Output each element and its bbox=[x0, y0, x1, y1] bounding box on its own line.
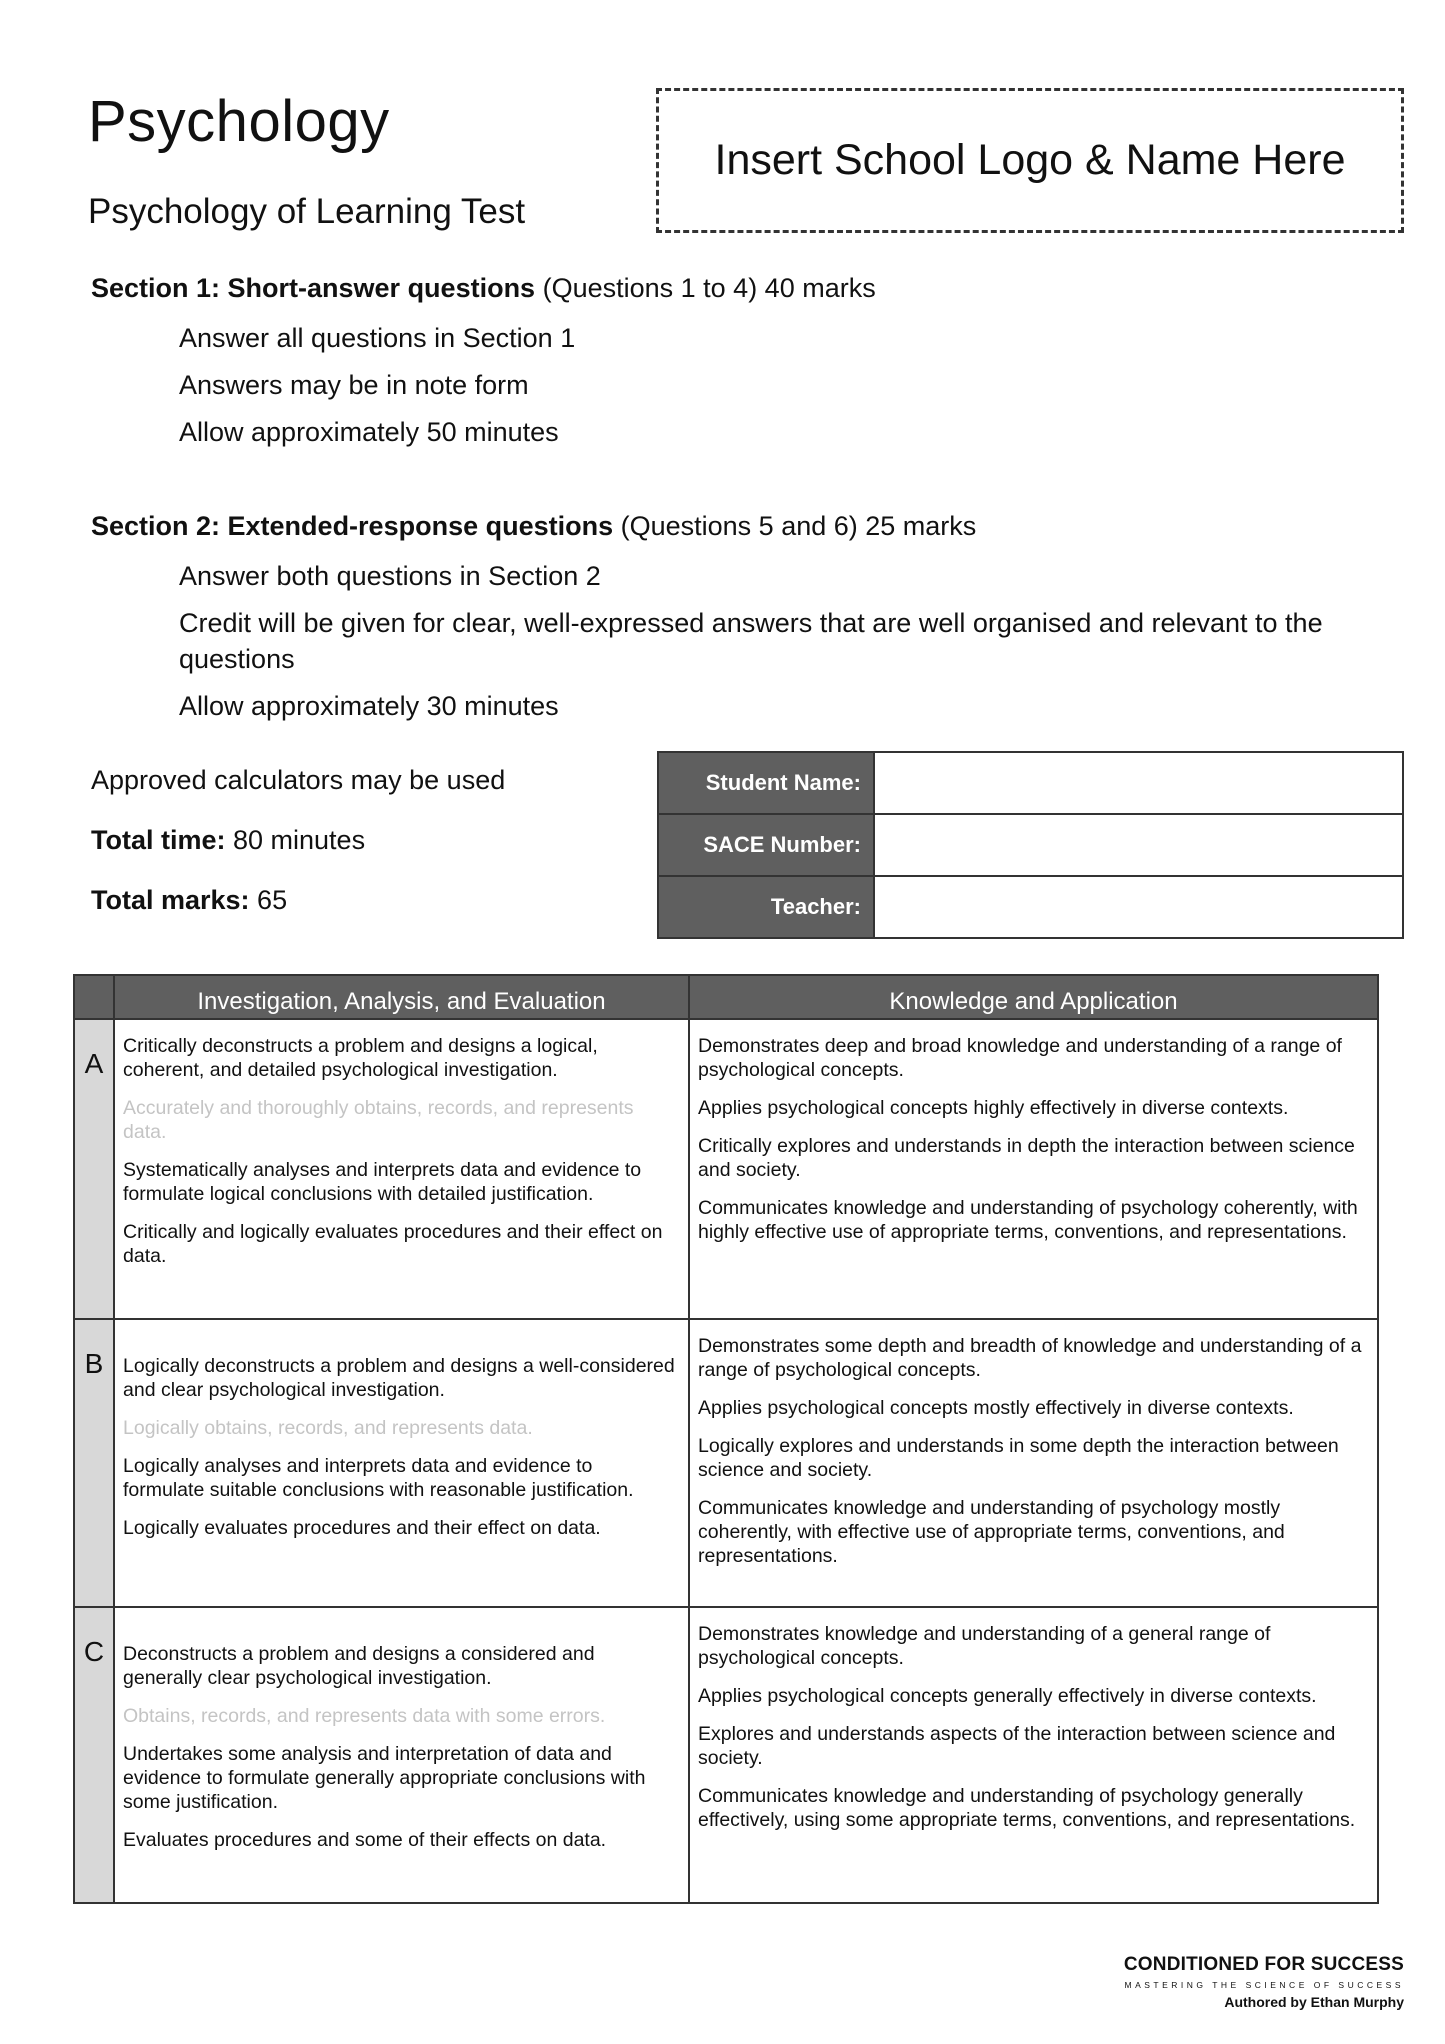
descriptor: Demonstrates deep and broad knowledge and understanding of a range of psychological concepts. bbox=[698, 1035, 1342, 1081]
grade-label: A bbox=[74, 1019, 114, 1319]
section1-item: Allow approximately 50 minutes bbox=[179, 417, 559, 447]
descriptor: Logically obtains, records, and represents data. bbox=[123, 1417, 533, 1439]
brand-author: Authored by Ethan Murphy bbox=[1224, 1994, 1404, 2010]
section1-item: Answers may be in note form bbox=[179, 370, 529, 400]
student-name-field[interactable] bbox=[874, 752, 1403, 814]
teacher-field[interactable] bbox=[874, 876, 1403, 938]
iae-cell bbox=[114, 1019, 689, 1319]
sace-number-label: SACE Number: bbox=[658, 814, 874, 876]
rubric-col-iae-header: Investigation, Analysis, and Evaluation bbox=[114, 975, 689, 1019]
grade-label: C bbox=[74, 1607, 114, 1903]
descriptor: Obtains, records, and represents data with some errors. bbox=[123, 1705, 606, 1727]
document-title: Psychology bbox=[88, 89, 390, 154]
rubric-corner-header bbox=[74, 975, 114, 1019]
descriptor: Logically analyses and interprets data and evidence to formulate suitable conclusions with reasonable justification. bbox=[123, 1455, 634, 1501]
descriptor: Communicates knowledge and understanding of psychology generally effectively, using some appropriate terms, conventions, and representations. bbox=[698, 1785, 1356, 1831]
descriptor: Explores and understands aspects of the interaction between science and society. bbox=[698, 1723, 1336, 1769]
section2-item: Credit will be given for clear, well-expressed answers that are well organised and relevant to the questions bbox=[179, 608, 1323, 674]
teacher-label: Teacher: bbox=[658, 876, 874, 938]
brand-name: CONDITIONED FOR SUCCESS bbox=[1123, 1954, 1404, 1975]
section2-item: Allow approximately 30 minutes bbox=[179, 691, 559, 721]
iae-cell bbox=[114, 1607, 689, 1903]
section1-item: Answer all questions in Section 1 bbox=[179, 323, 576, 353]
section2-heading-rest: (Questions 5 and 6) 25 marks bbox=[613, 511, 977, 541]
descriptor: Systematically analyses and interprets data and evidence to formulate logical conclusions with detailed justification. bbox=[123, 1159, 642, 1205]
logo-placeholder-text: Insert School Logo & Name Here bbox=[714, 136, 1346, 184]
sace-number-field[interactable] bbox=[874, 814, 1403, 876]
descriptor: Deconstructs a problem and designs a considered and generally clear psychological investigation. bbox=[123, 1643, 595, 1689]
descriptor: Critically deconstructs a problem and designs a logical, coherent, and detailed psychological investigation. bbox=[123, 1035, 598, 1081]
descriptor: Applies psychological concepts highly effectively in diverse contexts. bbox=[698, 1097, 1289, 1119]
total-time-value: 80 minutes bbox=[225, 825, 366, 855]
descriptor: Critically explores and understands in depth the interaction between science and society. bbox=[698, 1135, 1355, 1181]
descriptor: Critically and logically evaluates procedures and their effect on data. bbox=[123, 1221, 663, 1267]
total-time-label: Total time: bbox=[91, 825, 226, 855]
student-details-table bbox=[657, 751, 1404, 939]
section2-item: Answer both questions in Section 2 bbox=[179, 561, 601, 591]
branding-footer bbox=[1124, 1954, 1404, 2010]
rubric-row-b bbox=[74, 1319, 1378, 1607]
descriptor: Evaluates procedures and some of their effects on data. bbox=[123, 1829, 607, 1851]
rubric-row-c bbox=[74, 1607, 1378, 1903]
total-marks-label: Total marks: bbox=[91, 885, 250, 915]
descriptor: Communicates knowledge and understanding of psychology mostly coherently, with effective use of appropriate terms, conventions, and representations. bbox=[698, 1497, 1285, 1567]
ka-cell bbox=[689, 1607, 1378, 1903]
descriptor: Accurately and thoroughly obtains, records, and represents data. bbox=[123, 1097, 634, 1143]
ka-cell bbox=[689, 1019, 1378, 1319]
section2-heading bbox=[91, 511, 976, 542]
section2-heading-bold: Section 2: Extended-response questions bbox=[91, 511, 614, 541]
brand-tagline: MASTERING THE SCIENCE OF SUCCESS bbox=[1124, 1980, 1404, 1990]
descriptor: Communicates knowledge and understanding of psychology coherently, with highly effective use of appropriate terms, conventions, and representations. bbox=[698, 1197, 1358, 1243]
section1-heading-rest: (Questions 1 to 4) 40 marks bbox=[535, 273, 876, 303]
document-subtitle: Psychology of Learning Test bbox=[88, 192, 526, 231]
descriptor: Logically evaluates procedures and their effect on data. bbox=[123, 1517, 601, 1539]
calculator-note: Approved calculators may be used bbox=[91, 765, 506, 795]
total-time bbox=[91, 825, 365, 856]
total-marks bbox=[91, 885, 287, 916]
descriptor: Logically explores and understands in some depth the interaction between science and society. bbox=[698, 1435, 1339, 1481]
descriptor: Applies psychological concepts generally effectively in diverse contexts. bbox=[698, 1685, 1317, 1707]
total-marks-value: 65 bbox=[249, 885, 288, 915]
ka-cell bbox=[689, 1319, 1378, 1607]
rubric-col-ka-header: Knowledge and Application bbox=[689, 975, 1378, 1019]
rubric-table bbox=[73, 974, 1379, 1904]
descriptor: Demonstrates knowledge and understanding of a general range of psychological concepts. bbox=[698, 1623, 1271, 1669]
descriptor: Demonstrates some depth and breadth of knowledge and understanding of a range of psychological concepts. bbox=[698, 1335, 1362, 1381]
iae-cell bbox=[114, 1319, 689, 1607]
rubric-row-a bbox=[74, 1019, 1378, 1319]
section1-heading-bold: Section 1: Short-answer questions bbox=[91, 273, 536, 303]
descriptor: Logically deconstructs a problem and designs a well-considered and clear psychological investigation. bbox=[123, 1355, 675, 1401]
school-logo-placeholder bbox=[656, 88, 1404, 233]
grade-label: B bbox=[74, 1319, 114, 1607]
section1-heading bbox=[91, 273, 876, 304]
descriptor: Undertakes some analysis and interpretation of data and evidence to formulate generally appropriate conclusions with some justification. bbox=[123, 1743, 646, 1813]
student-name-label: Student Name: bbox=[658, 752, 874, 814]
descriptor: Applies psychological concepts mostly effectively in diverse contexts. bbox=[698, 1397, 1294, 1419]
